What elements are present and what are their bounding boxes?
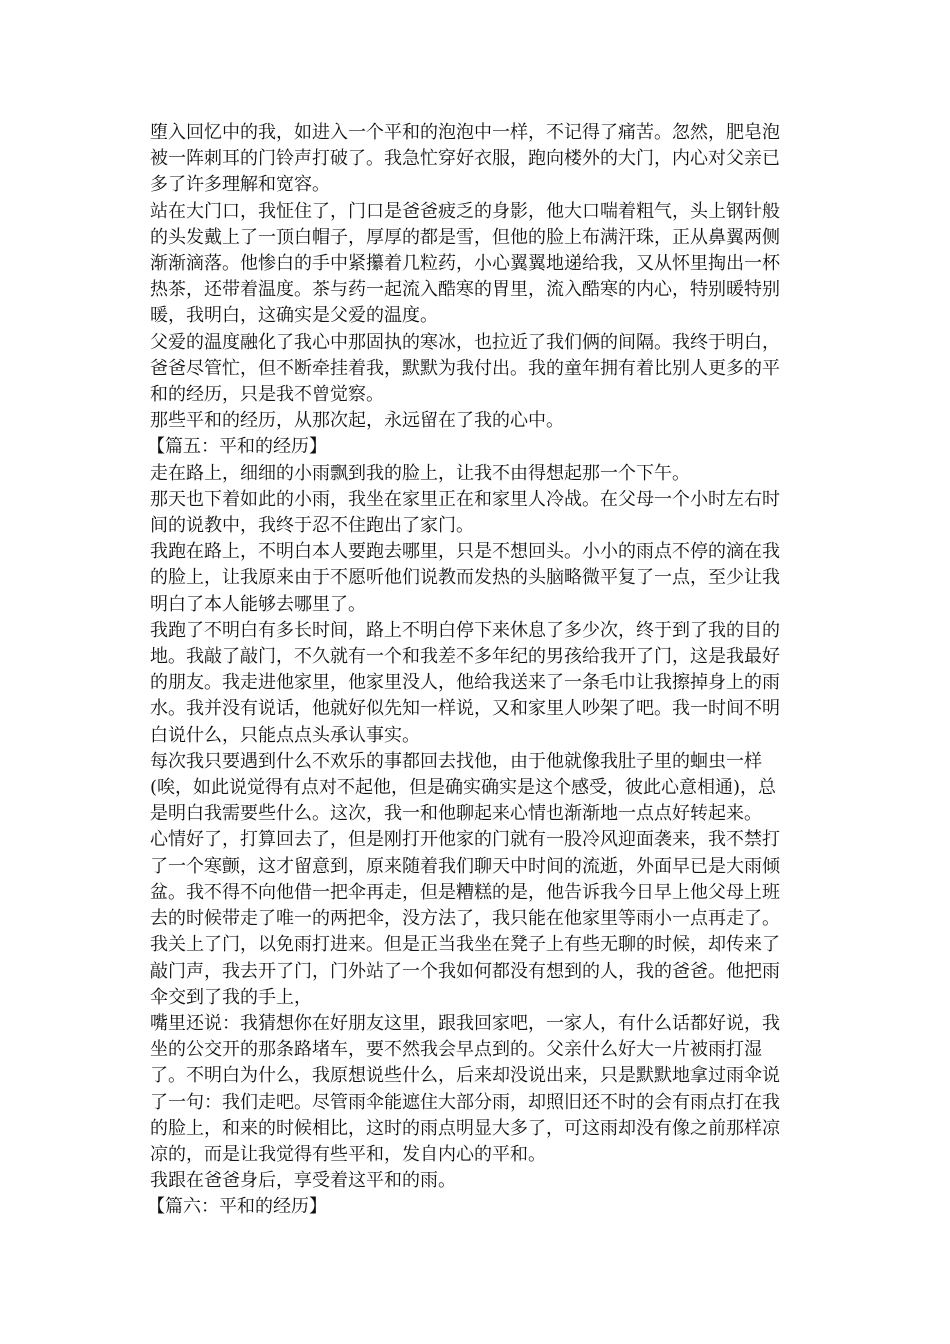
document-page [147,120,790,1221]
paragraph: 我跑了不明白有多长时间，路上不明白停下来休息了多少次，终于到了我的目的地。我敲了敲门，不久就有一个和我差不多年纪的男孩给我开了门，这是我最好的朋友。我走进他家里，他家里没人，他给我送来了一条毛巾让我擦掉身上的雨水。我并没有说话，他就好似先知一样说，又和家里人吵架了吧。我一时间不明白说什么，只能点点头承认事实。 [150,619,780,746]
paragraph: 我跑在路上，不明白本人要跑去哪里，只是不想回头。小小的雨点不停的滴在我的脸上，让我原来由于不愿听他们说教而发热的头脑略微平复了一点，至少让我明白了本人能够去哪里了。 [150,541,780,615]
paragraph: 我关上了门，以免雨打进来。但是正当我坐在凳子上有些无聊的时候，却传来了敲门声，我去开了门，门外站了一个我如何都没有想到的人，我的爸爸。他把雨伞交到了我的手上， [150,934,780,1008]
paragraph: 嘴里还说：我猜想你在好朋友这里，跟我回家吧，一家人，有什么话都好说，我坐的公交开的那条路堵车，要不然我会早点到的。父亲什么好大一片被雨打湿了。不明白为什么，我原想说些什么，后来却没说出来，只是默默地拿过雨伞说了一句：我们走吧。尽管雨伞能遮住大部分雨，却照旧还不时的会有雨点打在我的脸上，和来的时候相比，这时的雨点明显大多了，可这雨却没有像之前那样凉凉的，而是让我觉得有些平和，发自内心的平和。 [150,1012,780,1165]
paragraph: 每次我只要遇到什么不欢乐的事都回去找他，由于他就像我肚子里的蛔虫一样(唉，如此说觉得有点对不起他，但是确实确实是这个感受，彼此心意相通)，总是明白我需要些什么。这次，我一和他聊起来心情也渐渐地一点点好转起来。 [150,750,777,825]
paragraph: 站在大门口，我怔住了，门口是爸爸疲乏的身影，他大口喘着粗气，头上钢针般的头发戴上了一顶白帽子，厚厚的都是雪，但他的脸上布满汗珠，正从鼻翼两侧渐渐滴落。他惨白的手中紧攥着几粒药，小心翼翼地递给我，又从怀里掏出一杯热茶，还带着温度。茶与药一起流入酷寒的胃里，流入酷寒的内心，特别暖特别暖，我明白，这确实是父爱的温度。 [150,200,780,327]
paragraph: 父爱的温度融化了我心中那固执的寒冰，也拉近了我们俩的间隔。我终于明白，爸爸尽管忙，但不断牵挂着我，默默为我付出。我的童年拥有着比别人更多的平和的经历，只是我不曾觉察。 [150,331,780,406]
paragraph: 堕入回忆中的我，如进入一个平和的泡泡中一样，不记得了痛苦。忽然，肥皂泡被一阵刺耳的门铃声打破了。我急忙穿好衣服，跑向楼外的大门，内心对父亲已多了许多理解和宽容。 [150,122,780,196]
section-heading: 【篇六：平和的经历】 [147,1196,327,1218]
paragraph: 我跟在爸爸身后，享受着这平和的雨。 [150,1170,456,1192]
paragraph: 走在路上，细细的小雨飘到我的脸上，让我不由得想起那一个下午。 [150,462,690,484]
section-heading: 【篇五：平和的经历】 [147,436,327,458]
paragraph: 那些平和的经历，从那次起，永远留在了我的心中。 [150,410,564,432]
paragraph: 那天也下着如此的小雨，我坐在家里正在和家里人冷战。在父母一个小时左右时间的说教中，我终于忍不住跑出了家门。 [150,488,780,537]
paragraph: 心情好了，打算回去了，但是刚打开他家的门就有一股冷风迎面袭来，我不禁打了一个寒颤，这才留意到，原来随着我们聊天中时间的流逝，外面早已是大雨倾盆。我不得不向他借一把伞再走，但是糟糕的是，他告诉我今日早上他父母上班去的时候带走了唯一的两把伞，没方法了，我只能在他家里等雨小一点再走了。 [150,829,780,930]
